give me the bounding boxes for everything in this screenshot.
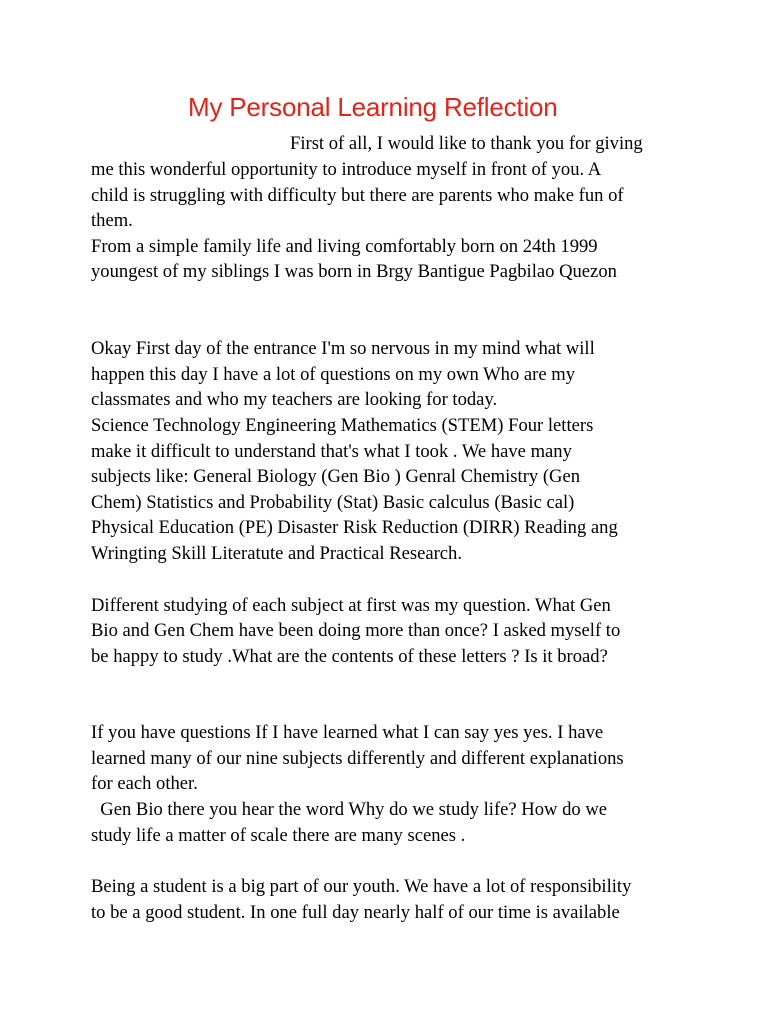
text-line: be happy to study .What are the contents of these letters ? Is it broad? (91, 646, 608, 667)
text-line: them. (91, 210, 133, 231)
text-line: youngest of my siblings I was born in Brgy Bantigue Pagbilao Quezon (91, 261, 617, 282)
text-line: From a simple family life and living comfortably born on 24th 1999 (91, 236, 598, 257)
text-line: Physical Education (PE) Disaster Risk Reduction (DIRR) Reading ang (91, 517, 618, 538)
text-line: child is struggling with difficulty but there are parents who make fun of (91, 185, 624, 206)
text-line: study life a matter of scale there are many scenes . (91, 825, 466, 846)
text-line: classmates and who my teachers are looking for today. (91, 389, 498, 410)
text-line: learned many of our nine subjects differently and different explanations (91, 748, 624, 769)
document-title: My Personal Learning Reflection (188, 92, 558, 122)
text-line: me this wonderful opportunity to introduce myself in front of you. A (91, 159, 602, 180)
text-line: Okay First day of the entrance I'm so nervous in my mind what will (91, 338, 595, 359)
text-line: for each other. (91, 773, 198, 794)
text-line: Science Technology Engineering Mathematics (STEM) Four letters (91, 415, 594, 436)
text-line: make it difficult to understand that's what I took . We have many (91, 441, 572, 462)
text-line: Wringting Skill Literatute and Practical Research. (91, 543, 463, 564)
text-line: Being a student is a big part of our youth. We have a lot of responsibility (91, 876, 632, 897)
text-line: to be a good student. In one full day nearly half of our time is available (91, 902, 620, 923)
text-line: Bio and Gen Chem have been doing more than once? I asked myself to (91, 620, 621, 641)
text-line: Chem) Statistics and Probability (Stat) Basic calculus (Basic cal) (91, 492, 575, 513)
text-line: happen this day I have a lot of questions on my own Who are my (91, 364, 576, 385)
text-line: If you have questions If I have learned what I can say yes yes. I have (91, 722, 604, 743)
text-line: subjects like: General Biology (Gen Bio ) Genral Chemistry (Gen (91, 466, 581, 487)
text-line: First of all, I would like to thank you for giving (290, 133, 643, 154)
text-line: Gen Bio there you hear the word Why do we study life? How do we (91, 799, 608, 820)
text-line: Different studying of each subject at first was my question. What Gen (91, 595, 611, 616)
